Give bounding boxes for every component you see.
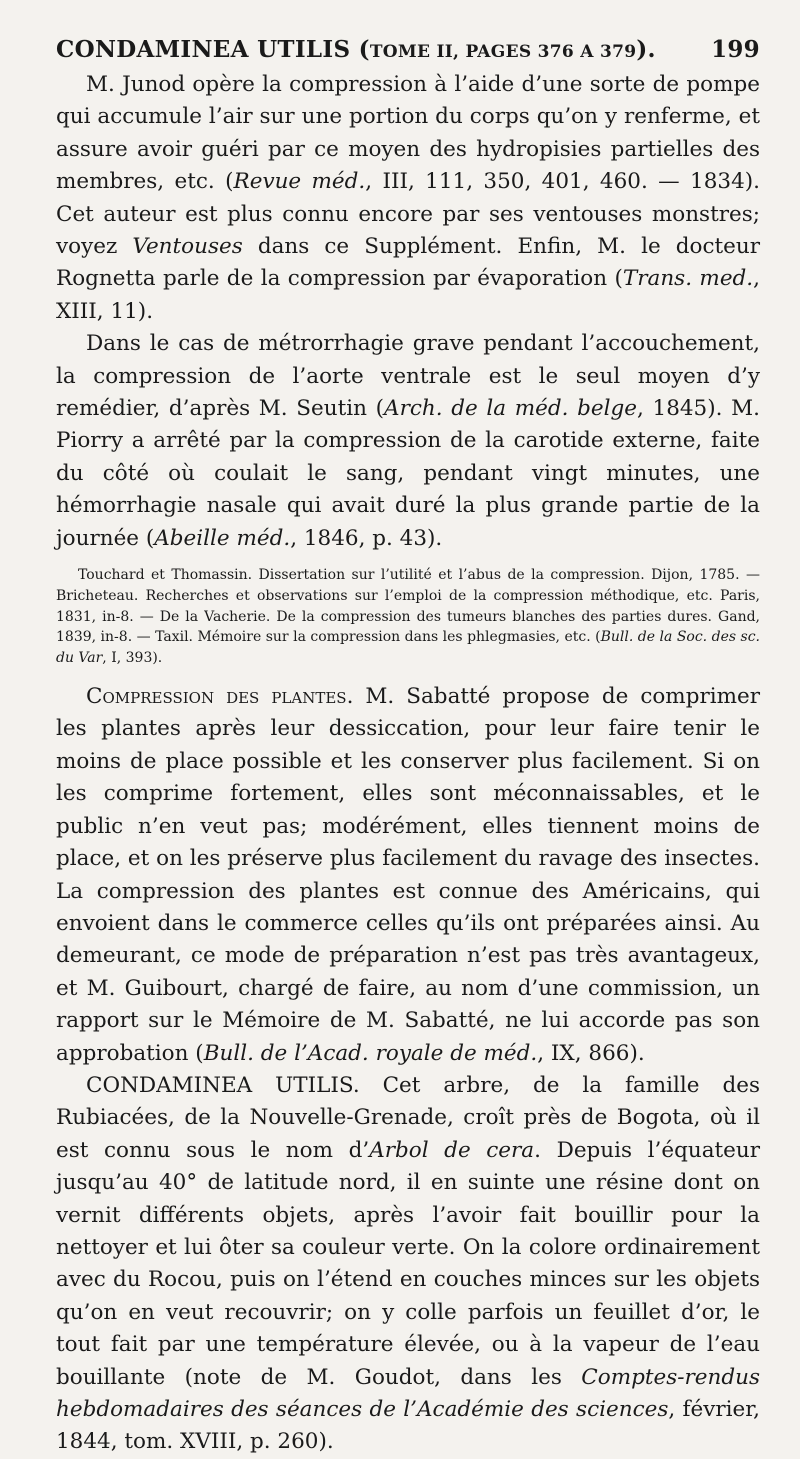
- text-run: . Depuis l’équateur jusqu’au 40° de latitude nord, il en suinte une résine dont on vernit différents objets, après l’avoir fait bouillir pour la nettoyer et lui ôter sa couleur verte. On la colore ordinairement avec du Rocou, puis on l’étend en couches minces sur les objets qu’on en veut recouvrir; on y colle parfois un feuillet d’or, le tout fait par une température élevée, ou à la vapeur de l’eau bouillante (note de M. Goudot, dans les: [56, 1137, 761, 1390]
- paragraph-metrorrhagie: [56, 328, 760, 555]
- text-run: , 1845). M. Piorry a arrêté par la compression de la carotide externe, faite du côté où coulait le sang, pendant vingt minutes, une hémorrhagie nasale qui avait duré la plus grande partie de la journée (: [56, 396, 760, 551]
- citation-italic: Comptes-rendus hebdomadaires des séances de l’Académie des sciences: [56, 1364, 760, 1423]
- header-left: [56, 36, 656, 63]
- citation-italic: Arbol de cera: [369, 1137, 535, 1163]
- citation-italic: Revue méd.: [233, 169, 366, 195]
- text-run: , III, 111, 350, 401, 460. — 1834). Cet auteur est plus connu encore par ses ventouses monstres; voyez: [56, 169, 760, 260]
- header-ref-open: (: [358, 36, 370, 63]
- text-run: Touchard et Thomassin. Dissertation sur l’utilité et l’abus de la compression. Dijon, 1785. — Bricheteau. Recherches et observations sur l’emploi de la compression méthodique, etc. Paris, 1831, in-8. — De la Vacherie. De la compression des tumeurs blanches des parties dures. Gand, 1839, in-8. — Taxil. Mémoire sur la compression dans les phlegmasies, etc. (: [56, 567, 760, 646]
- citation-italic: Bull. de l’Acad. royale de méd.: [203, 1040, 538, 1066]
- header-ref-close: ).: [636, 36, 656, 63]
- running-header: [56, 36, 760, 63]
- page-number: 199: [711, 36, 760, 63]
- text-run: Dans le cas de métrorrhagie grave pendant l’accouchement, la compression de l’aorte ventrale est le seul moyen d’y remédier, d’après M. Seutin (: [56, 331, 760, 422]
- paragraph-junod: [56, 69, 760, 328]
- bibliography-note: [56, 565, 760, 669]
- text-run: , I, 393).: [102, 650, 163, 667]
- text-run: Cet arbre, de la famille des Rubiacées, de la Nouvelle-Grenade, croît près de Bogota, où il est connu sous le nom d’: [56, 1072, 760, 1163]
- section-heading: Compression des plantes.: [86, 684, 354, 710]
- text-run: M. Junod opère la compression à l’aide d’une sorte de pompe qui accumule l’air sur une portion du corps qu’on y renferme, et assure avoir guéri par ce moyen des hydropisies partielles des membres, etc. (: [56, 72, 760, 195]
- paragraph-compression-plantes: [56, 681, 760, 1070]
- citation-italic: Trans. med.: [622, 266, 754, 292]
- citation-italic: Abeille méd.: [154, 525, 291, 551]
- paragraph-condaminea: [56, 1070, 760, 1459]
- citation-italic: Arch. de la méd. belge: [384, 396, 638, 422]
- header-title: CONDAMINEA UTILIS: [56, 36, 351, 63]
- text-run: , XIII, 11).: [56, 266, 760, 324]
- text-run: , février, 1844, tom. XVIII, p. 260).: [56, 1397, 760, 1455]
- text-run: , 1846, p. 43).: [290, 525, 443, 551]
- text-run: , IX, 866).: [537, 1040, 645, 1066]
- text-run: dans ce Supplément. Enfin, M. le docteur Rognetta parle de la compression par évaporation (: [56, 234, 761, 292]
- citation-italic: Bull. de la Soc. des sc. du Var: [56, 629, 761, 667]
- text-run: M. Sabatté propose de comprimer les plantes après leur dessiccation, pour leur faire tenir le moins de place possible et les conserver plus facilement. Si on les comprime fortement, elles sont méconnaissables, et le public n’en veut pas; modérément, elles tiennent moins de place, et on les préserve plus facilement du ravage des insectes. La compression des plantes est connue des Américains, qui envoient dans le commerce celles qu’ils ont préparées ainsi. Au demeurant, ce mode de préparation n’est pas très avantageux, et M. Guibourt, chargé de faire, au nom d’une commission, un rapport sur le Mémoire de M. Sabatté, ne lui accorde pas son approbation (: [56, 684, 760, 1066]
- header-ref-text: TOME II, PAGES 376 A 379: [369, 42, 637, 62]
- section-heading: CONDAMINEA UTILIS.: [86, 1072, 360, 1098]
- citation-italic: Ventouses: [132, 234, 243, 260]
